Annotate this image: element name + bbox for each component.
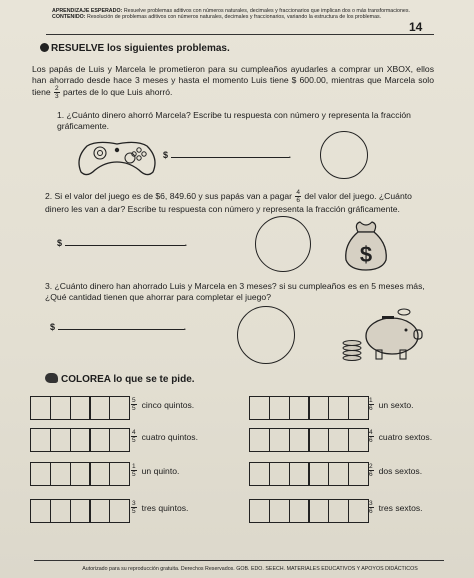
frac-numerator: 1 bbox=[369, 397, 373, 404]
money-bag-icon bbox=[340, 218, 392, 277]
fraction-cell[interactable] bbox=[30, 396, 51, 420]
fraction-cell[interactable] bbox=[50, 499, 71, 523]
fraction-cell[interactable] bbox=[348, 462, 369, 486]
bullet-icon bbox=[40, 43, 49, 52]
fraction-cell[interactable] bbox=[269, 396, 290, 420]
intro-paragraph bbox=[32, 64, 434, 100]
fraction-cell[interactable] bbox=[89, 396, 110, 420]
fraction-cell[interactable] bbox=[70, 428, 91, 452]
fraction-two-thirds bbox=[54, 85, 60, 100]
xbox-controller-icon bbox=[75, 138, 159, 183]
fraction-words: un quinto. bbox=[141, 465, 180, 476]
answer-3 bbox=[50, 321, 186, 332]
fraction-label bbox=[130, 397, 194, 412]
header bbox=[52, 8, 412, 20]
fraction-cell[interactable] bbox=[30, 428, 51, 452]
fraction-cell[interactable] bbox=[109, 499, 130, 523]
fraction bbox=[368, 429, 374, 444]
fraction-bar bbox=[249, 462, 368, 486]
fraction-cell[interactable] bbox=[30, 499, 51, 523]
fraction-cell[interactable] bbox=[249, 396, 270, 420]
fraction-cell[interactable] bbox=[109, 428, 130, 452]
fraction-cell[interactable] bbox=[348, 499, 369, 523]
fraction-cell[interactable] bbox=[89, 428, 110, 452]
frac-numerator: 2 bbox=[55, 85, 59, 92]
fraction-cell[interactable] bbox=[70, 462, 91, 486]
fraction-cell[interactable] bbox=[308, 428, 329, 452]
question-2-text-b: del valor del juego. ¿Cuánto dinero les van a dar? Escribe tu respuesta con número y representa la fracción gráficamente. bbox=[45, 190, 412, 214]
fraction-label bbox=[130, 500, 188, 515]
frac-denominator: 6 bbox=[296, 197, 301, 204]
svg-text:$: $ bbox=[359, 242, 373, 267]
fraction-bar bbox=[30, 396, 129, 420]
fraction-cell[interactable] bbox=[30, 462, 51, 486]
footer-text: Autorizado para su reproducción gratuita. Derechos Reservados. GOB. EDO. SEECH. MATERIALES EDUCATIVOS Y APOYOS DIDÁCTICOS bbox=[82, 566, 418, 572]
frac-denominator: 3 bbox=[55, 93, 59, 100]
fraction-cell[interactable] bbox=[50, 462, 71, 486]
fraction-bar bbox=[30, 428, 129, 452]
fraction-cell[interactable] bbox=[308, 396, 329, 420]
fraction-label bbox=[367, 500, 423, 515]
header-divider bbox=[46, 34, 434, 35]
fraction-bar bbox=[249, 499, 368, 523]
fraction-cell[interactable] bbox=[249, 428, 270, 452]
answer-3-end: . bbox=[183, 322, 187, 332]
fraction bbox=[368, 500, 374, 515]
fraction-bar bbox=[30, 462, 129, 486]
fraction-label bbox=[367, 463, 422, 478]
frac-denominator: 6 bbox=[369, 471, 373, 478]
fraction-cell[interactable] bbox=[50, 428, 71, 452]
fraction bbox=[131, 429, 137, 444]
answer-2-blank[interactable] bbox=[65, 237, 185, 246]
fraction-words: cinco quintos. bbox=[141, 399, 195, 410]
fraction-cell[interactable] bbox=[89, 462, 110, 486]
contenido-label: CONTENIDO: bbox=[52, 14, 86, 21]
fraction-cell[interactable] bbox=[308, 462, 329, 486]
contenido-text: Resolución de problemas aditivos con números naturales, decimales y fraccionarios, variando la estructura de los problemas. bbox=[87, 14, 382, 21]
fraction-cell[interactable] bbox=[109, 462, 130, 486]
fraction-cell[interactable] bbox=[289, 499, 310, 523]
answer-1-currency: $ bbox=[163, 150, 169, 160]
fraction bbox=[368, 397, 374, 412]
fraction-cell[interactable] bbox=[348, 428, 369, 452]
fraction-cell[interactable] bbox=[328, 499, 349, 523]
frac-denominator: 6 bbox=[369, 508, 373, 515]
answer-3-currency: $ bbox=[50, 322, 56, 332]
fraction-cell[interactable] bbox=[289, 428, 310, 452]
answer-2 bbox=[57, 237, 187, 248]
fraction-words: cuatro quintos. bbox=[141, 431, 198, 442]
fraction-cell[interactable] bbox=[308, 499, 329, 523]
frac-denominator: 6 bbox=[369, 437, 373, 444]
frac-numerator: 3 bbox=[369, 500, 373, 507]
paint-palette-icon bbox=[45, 373, 58, 383]
fraction-cell[interactable] bbox=[70, 396, 91, 420]
fraction-label bbox=[130, 463, 179, 478]
frac-denominator: 5 bbox=[132, 508, 136, 515]
question-2 bbox=[45, 189, 437, 215]
fraction-words: un sexto. bbox=[378, 399, 414, 410]
aprendizaje-text: Resuelve problemas aditivos con números naturales, decimales y fraccionarios que implican dos o más transformaciones. bbox=[123, 8, 410, 14]
answer-2-currency: $ bbox=[57, 238, 63, 248]
footer-divider bbox=[34, 560, 444, 561]
fraction bbox=[131, 463, 137, 478]
fraction-bar bbox=[249, 396, 368, 420]
frac-denominator: 5 bbox=[132, 437, 136, 444]
answer-2-end: . bbox=[184, 238, 188, 248]
fraction-cell[interactable] bbox=[269, 428, 290, 452]
answer-1-end: . bbox=[288, 150, 292, 160]
frac-numerator: 5 bbox=[132, 397, 136, 404]
frac-numerator: 2 bbox=[369, 463, 373, 470]
frac-numerator: 4 bbox=[369, 429, 373, 436]
fraction-cell[interactable] bbox=[249, 499, 270, 523]
answer-1-blank[interactable] bbox=[171, 149, 289, 158]
fraction-label bbox=[367, 429, 432, 444]
fraction-cell[interactable] bbox=[328, 428, 349, 452]
question-3: 3. ¿Cuánto dinero han ahorrado Luis y Marcela en 3 meses? si su cumpleaños es en 5 meses más, ¿Qué cantidad tienen que ahorrar para completar el juego? bbox=[45, 281, 425, 302]
fraction-bar bbox=[30, 499, 129, 523]
frac-numerator: 3 bbox=[132, 500, 136, 507]
section-colorea-title bbox=[45, 373, 195, 385]
frac-denominator: 6 bbox=[369, 405, 373, 412]
fraction-circle-1[interactable] bbox=[320, 131, 368, 179]
fraction-cell[interactable] bbox=[109, 396, 130, 420]
fraction-cell[interactable] bbox=[249, 462, 270, 486]
fraction-words: cuatro sextos. bbox=[378, 431, 433, 442]
answer-1 bbox=[163, 149, 291, 160]
aprendizaje-label: APRENDIZAJE ESPERADO: bbox=[52, 8, 123, 14]
fraction-circle-3[interactable] bbox=[237, 306, 295, 364]
intro-text-b: partes de lo que Luis ahorró. bbox=[63, 86, 173, 97]
frac-numerator: 1 bbox=[132, 463, 136, 470]
frac-numerator: 4 bbox=[296, 189, 301, 196]
intro-text-a: Los papás de Luis y Marcela le prometieron para su cumpleaños ayudarles a comprar un XBOX, ellos han ahorrado desde hace 3 meses y hasta el momento Luis tiene $ 600.00, mientras que Marcela solo tiene bbox=[32, 64, 434, 97]
fraction-four-sixths bbox=[295, 189, 301, 204]
fraction-cell[interactable] bbox=[269, 462, 290, 486]
fraction-bar bbox=[249, 428, 368, 452]
page-number: 14 bbox=[409, 20, 423, 34]
fraction bbox=[368, 463, 374, 478]
fraction-cell[interactable] bbox=[50, 396, 71, 420]
fraction bbox=[131, 500, 137, 515]
fraction-cell[interactable] bbox=[328, 396, 349, 420]
fraction-cell[interactable] bbox=[89, 499, 110, 523]
section-resuelve-title bbox=[40, 43, 230, 54]
section-resuelve-text: RESUELVE los siguientes problemas. bbox=[51, 43, 230, 54]
frac-denominator: 5 bbox=[132, 405, 136, 412]
question-2-text-a: 2. Si el valor del juego es de $6, 849.60 y sus papás van a pagar bbox=[45, 190, 292, 201]
fraction-label bbox=[130, 429, 198, 444]
question-1: 1. ¿Cuánto dinero ahorró Marcela? Escribe tu respuesta con número y representa la fracción gráficamente. bbox=[57, 110, 411, 131]
fraction-cell[interactable] bbox=[348, 396, 369, 420]
fraction bbox=[131, 397, 137, 412]
fraction-words: tres quintos. bbox=[141, 502, 189, 513]
fraction-label bbox=[367, 397, 414, 412]
fraction-words: dos sextos. bbox=[378, 465, 423, 476]
fraction-cell[interactable] bbox=[70, 499, 91, 523]
fraction-cell[interactable] bbox=[289, 396, 310, 420]
section-colorea-text: COLOREA lo que se te pide. bbox=[61, 374, 195, 385]
fraction-cell[interactable] bbox=[328, 462, 349, 486]
answer-3-blank[interactable] bbox=[58, 321, 184, 330]
frac-denominator: 5 bbox=[132, 471, 136, 478]
fraction-circle-2[interactable] bbox=[255, 216, 311, 272]
piggy-bank-icon bbox=[340, 308, 430, 369]
fraction-words: tres sextos. bbox=[378, 502, 423, 513]
frac-numerator: 4 bbox=[132, 429, 136, 436]
fraction-cell[interactable] bbox=[269, 499, 290, 523]
fraction-cell[interactable] bbox=[289, 462, 310, 486]
